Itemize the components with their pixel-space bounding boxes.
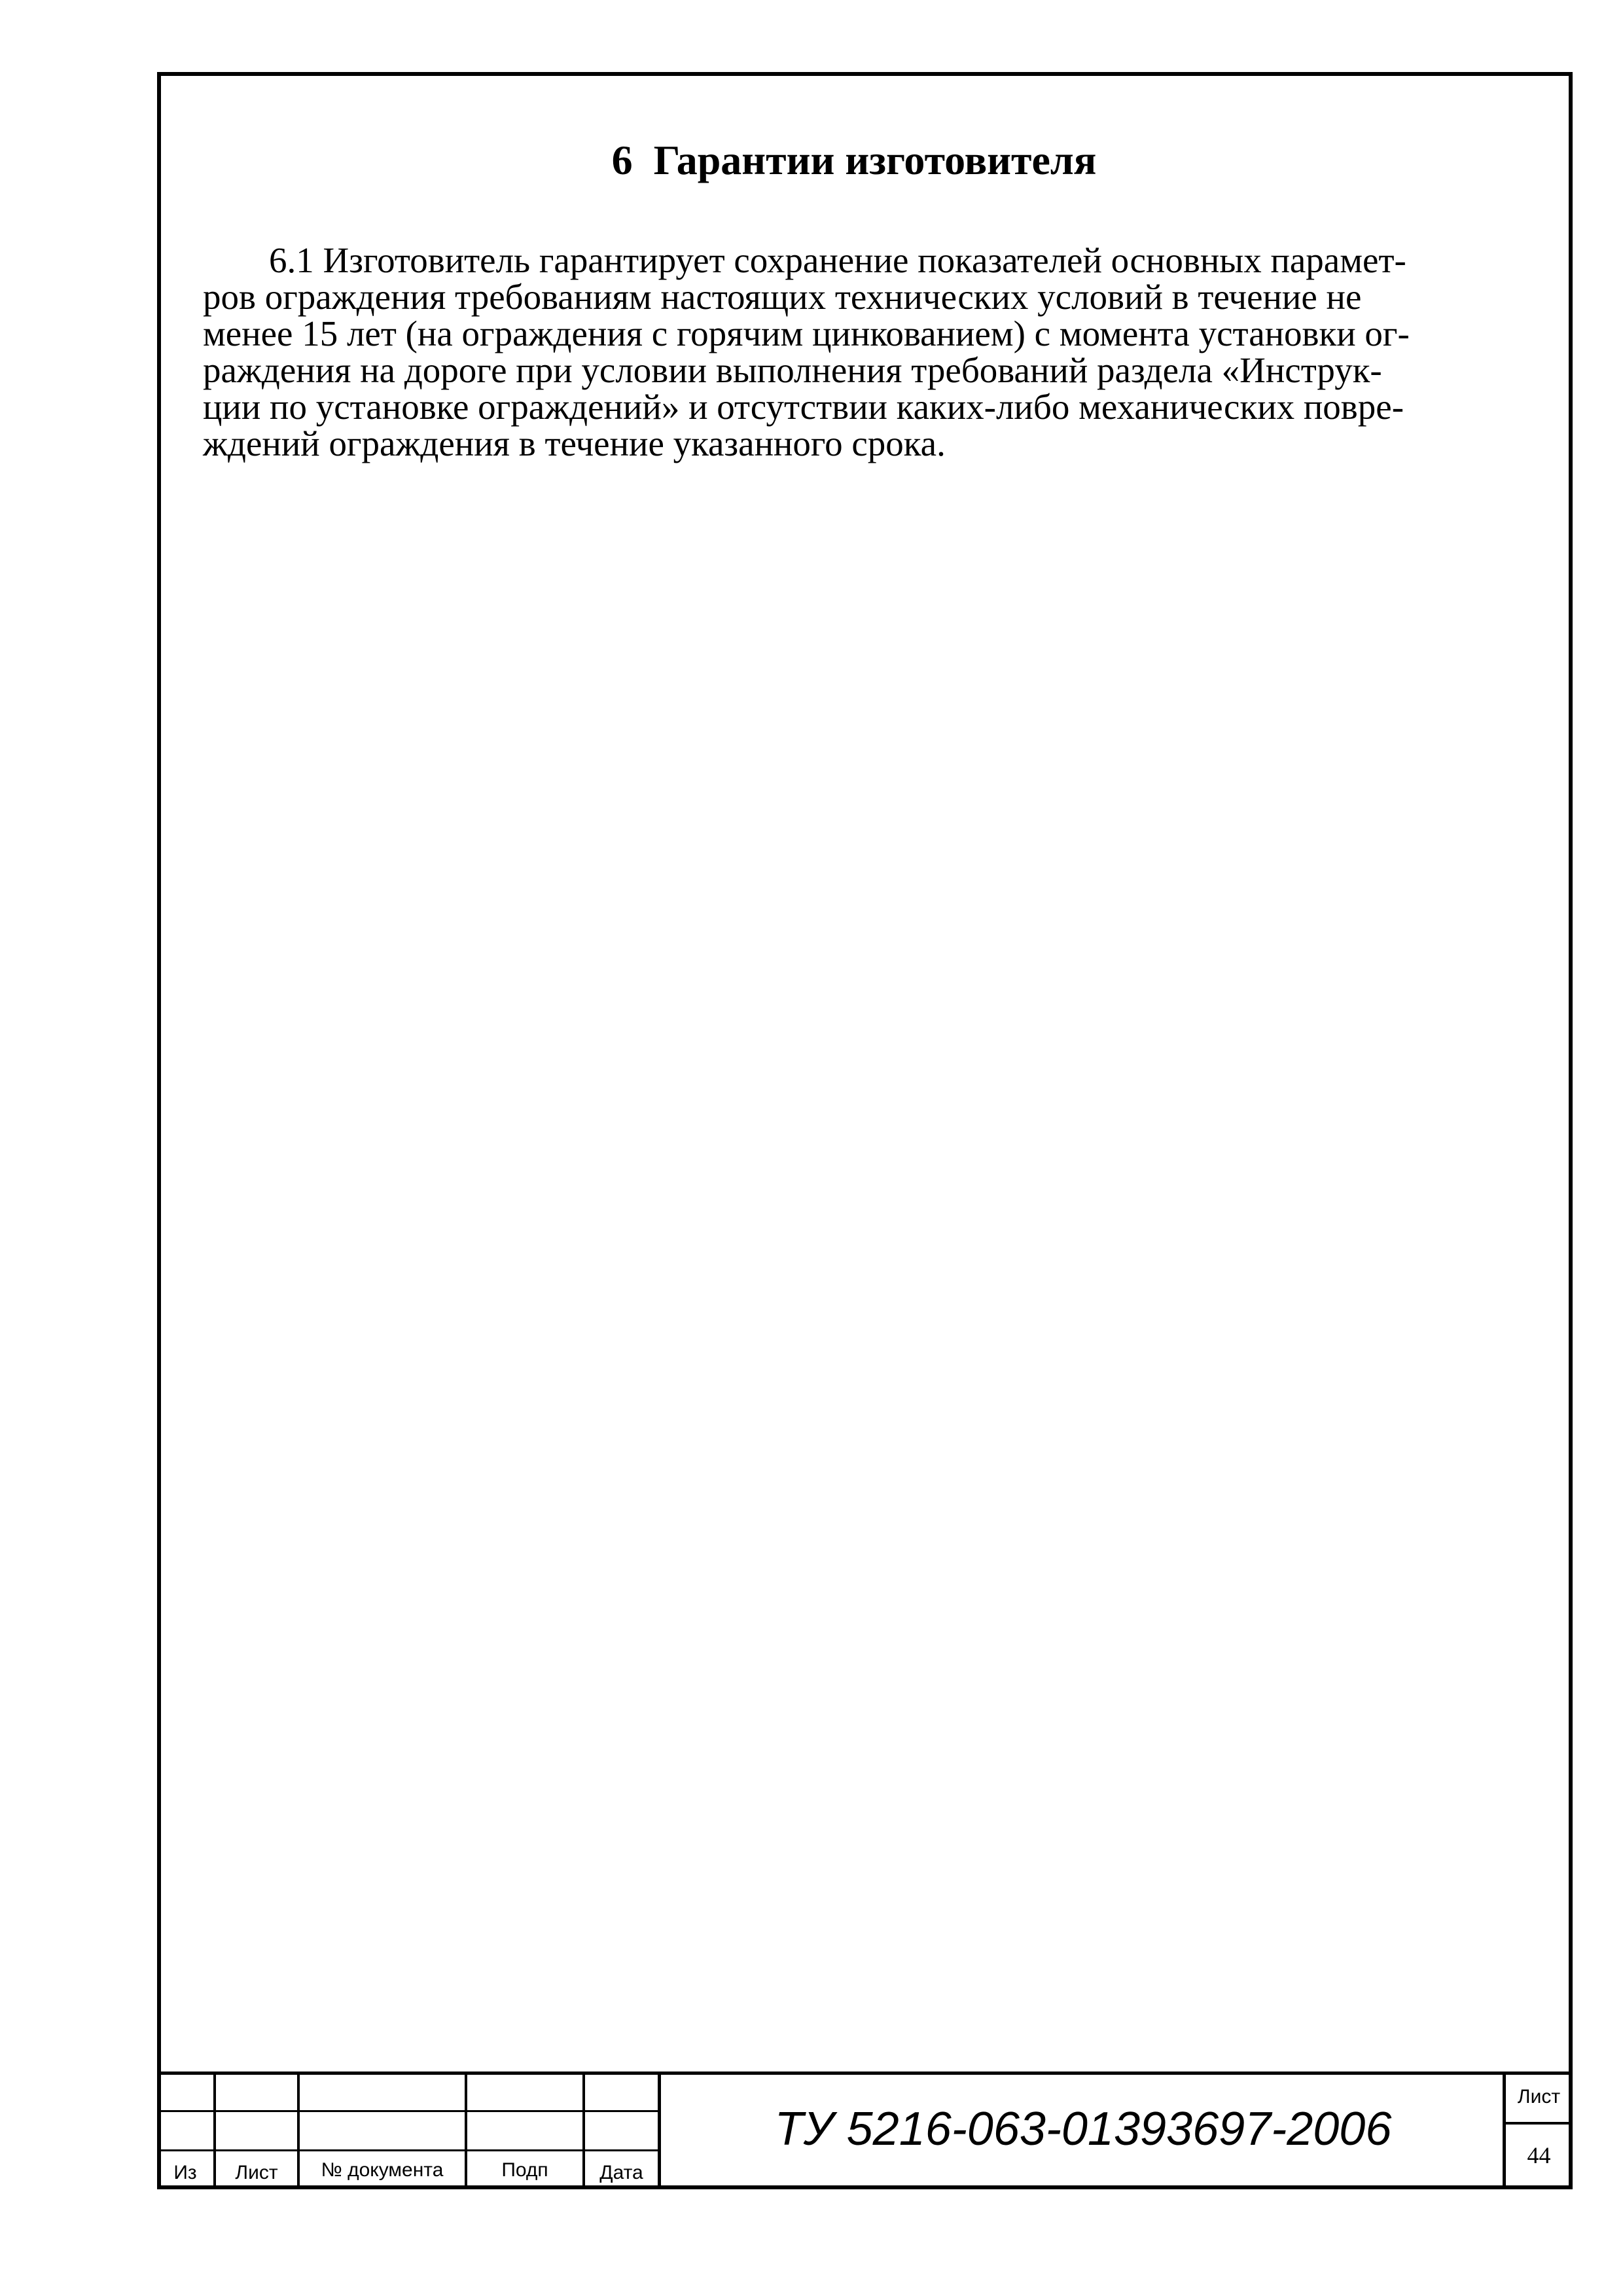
stamp-label-izm: Из (173, 2162, 197, 2183)
stamp-border-top (157, 2072, 1573, 2075)
paragraph-line: ждений ограждения в течение указанного срока. (203, 423, 946, 463)
title-block (157, 2072, 1573, 2189)
section-paragraph (203, 242, 1518, 462)
stamp-sheet-divider (1505, 2122, 1573, 2125)
stamp-row-line (157, 2110, 661, 2112)
section-title: 6 Гарантии изготовителя (611, 137, 1097, 183)
stamp-label-podp: Подп (501, 2159, 548, 2181)
stamp-row-line (157, 2149, 661, 2151)
stamp-label-list: Лист (235, 2162, 278, 2183)
document-code: ТУ 5216-063-01393697-2006 (774, 2103, 1392, 2155)
stamp-label-date: Дата (599, 2162, 643, 2183)
paragraph-line: 6.1 Изготовитель гарантирует сохранение показателей основных парамет- (269, 240, 1406, 280)
sheet-number: 44 (1527, 2142, 1551, 2168)
paragraph-line: раждения на дороге при условии выполнения требований раздела «Инструк- (203, 350, 1382, 390)
stamp-sheet-label: Лист (1517, 2086, 1561, 2108)
paragraph-line: ров ограждения требованиям настоящих технических условий в течение не (203, 277, 1362, 317)
paragraph-line: ции по установке ограждений» и отсутствии каких-либо механических повре- (203, 387, 1404, 427)
paragraph-line: менее 15 лет (на ограждения с горячим цинкованием) с момента установки ог- (203, 314, 1410, 353)
stamp-label-doc: № документа (321, 2159, 444, 2181)
